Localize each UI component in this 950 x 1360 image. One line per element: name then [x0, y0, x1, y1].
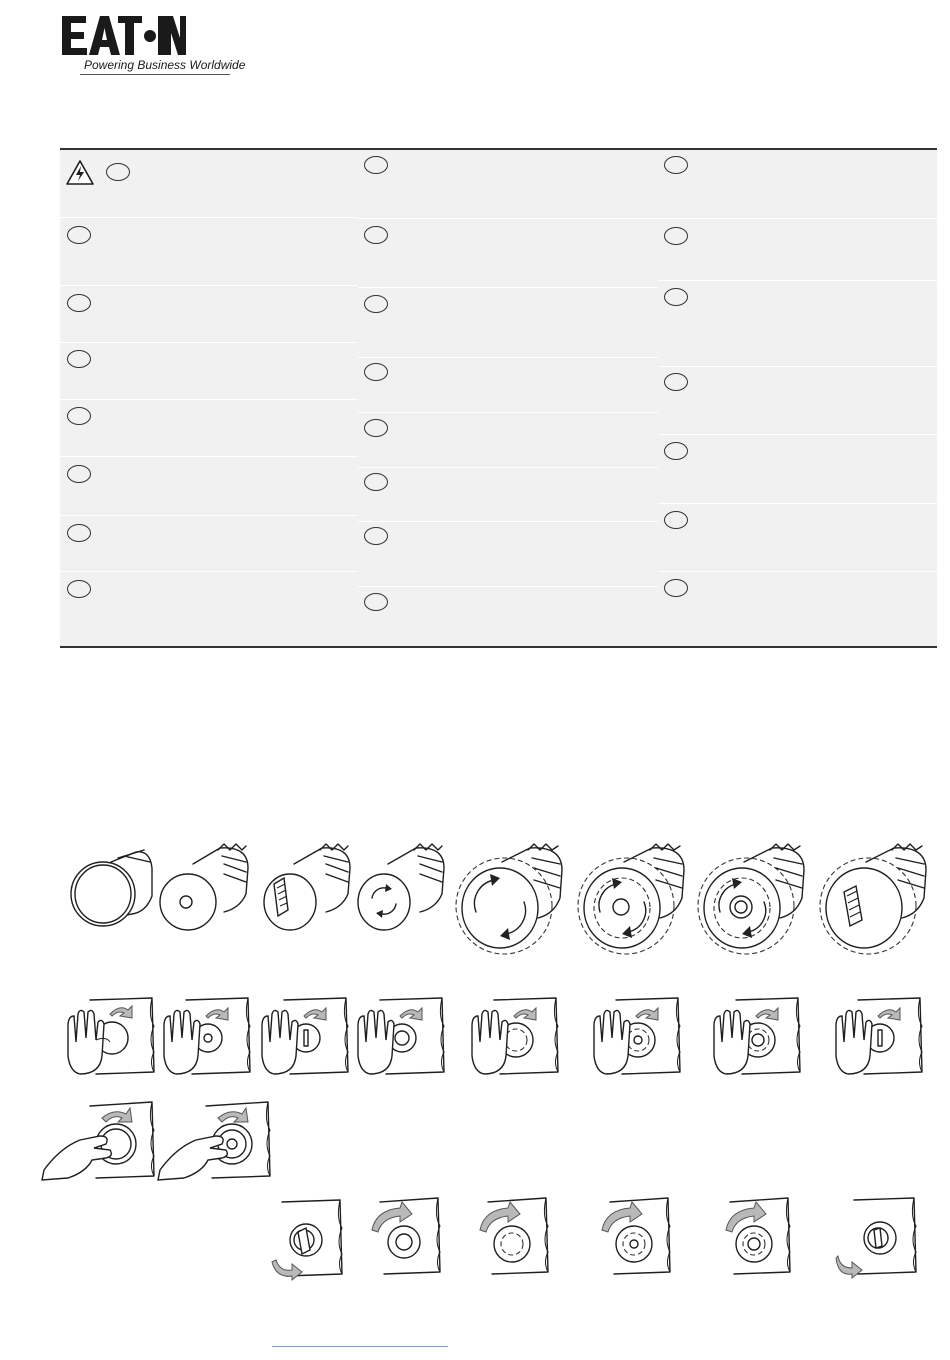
language-code-oval [106, 163, 130, 181]
language-code-oval [67, 580, 91, 598]
emergency-stop-twist-illustration [454, 842, 574, 962]
press-operation-emergency-stop-key [834, 996, 926, 1078]
emergency-stop-key-illustration [818, 842, 938, 962]
language-code-oval [664, 288, 688, 306]
language-code-oval [67, 407, 91, 425]
eaton-logo-mark [62, 16, 186, 56]
release-operation-twist [366, 1196, 446, 1280]
language-row [358, 218, 658, 288]
language-row [358, 586, 658, 646]
emergency-stop-illuminated-illustration [576, 842, 696, 962]
language-row [658, 571, 937, 646]
release-operation-emergency-stop [474, 1196, 554, 1280]
language-code-oval [664, 511, 688, 529]
tagline-underline [80, 74, 230, 75]
release-operation-emergency-stop-illuminated [596, 1196, 676, 1280]
pull-operation-illuminated [156, 1100, 274, 1182]
language-row [658, 503, 937, 572]
press-operation-emergency-stop-illuminated [592, 996, 684, 1078]
language-code-oval [664, 156, 688, 174]
language-code-oval [67, 465, 91, 483]
language-code-oval [364, 527, 388, 545]
release-operation-key-right [836, 1196, 920, 1280]
language-column-2 [358, 150, 658, 646]
language-code-oval [67, 350, 91, 368]
language-row [658, 218, 937, 281]
language-row [60, 150, 358, 218]
language-row [60, 515, 358, 572]
press-operation-twist-release [356, 996, 448, 1078]
language-row [60, 571, 358, 646]
language-code-oval [364, 363, 388, 381]
pull-operation-mushroom [40, 1100, 158, 1182]
pushbutton-illuminated-illustration [158, 842, 250, 932]
language-row [60, 399, 358, 457]
electrical-hazard-icon [66, 160, 94, 186]
emergency-stop-illuminated-large-illustration [696, 842, 816, 962]
language-column-3 [658, 150, 937, 646]
language-code-oval [67, 226, 91, 244]
language-table [60, 148, 937, 648]
footer-link-rule [272, 1346, 448, 1347]
pushbutton-mushroom-illustration [66, 838, 156, 928]
language-row [60, 456, 358, 516]
brand-tagline: Powering Business Worldwide [84, 58, 246, 72]
language-column-1 [60, 150, 358, 646]
language-code-oval [664, 579, 688, 597]
language-row [658, 150, 937, 219]
language-code-oval [364, 295, 388, 313]
press-operation-emergency-stop [470, 996, 562, 1078]
language-row [658, 280, 937, 367]
language-row [358, 357, 658, 413]
language-row [358, 287, 658, 358]
language-code-oval [364, 593, 388, 611]
press-operation-emergency-stop-large [712, 996, 804, 1078]
language-row [358, 467, 658, 522]
language-row [658, 366, 937, 435]
language-code-oval [664, 227, 688, 245]
language-row [358, 521, 658, 587]
pushbutton-twist-release-illustration [356, 842, 448, 932]
language-code-oval [67, 524, 91, 542]
language-code-oval [364, 419, 388, 437]
language-row [358, 150, 658, 219]
language-row [60, 285, 358, 343]
language-code-oval [664, 373, 688, 391]
language-row [658, 434, 937, 504]
language-code-oval [664, 442, 688, 460]
language-code-oval [67, 294, 91, 312]
release-operation-emergency-stop-large [716, 1196, 796, 1280]
language-row [60, 217, 358, 286]
press-operation-illuminated [162, 996, 254, 1078]
press-operation-key [260, 996, 352, 1078]
pushbutton-key-illustration [262, 842, 354, 932]
language-row [358, 412, 658, 468]
language-code-oval [364, 156, 388, 174]
language-code-oval [364, 473, 388, 491]
release-operation-key-left [268, 1198, 348, 1282]
press-operation-mushroom [66, 996, 158, 1078]
language-code-oval [364, 226, 388, 244]
language-row [60, 342, 358, 400]
